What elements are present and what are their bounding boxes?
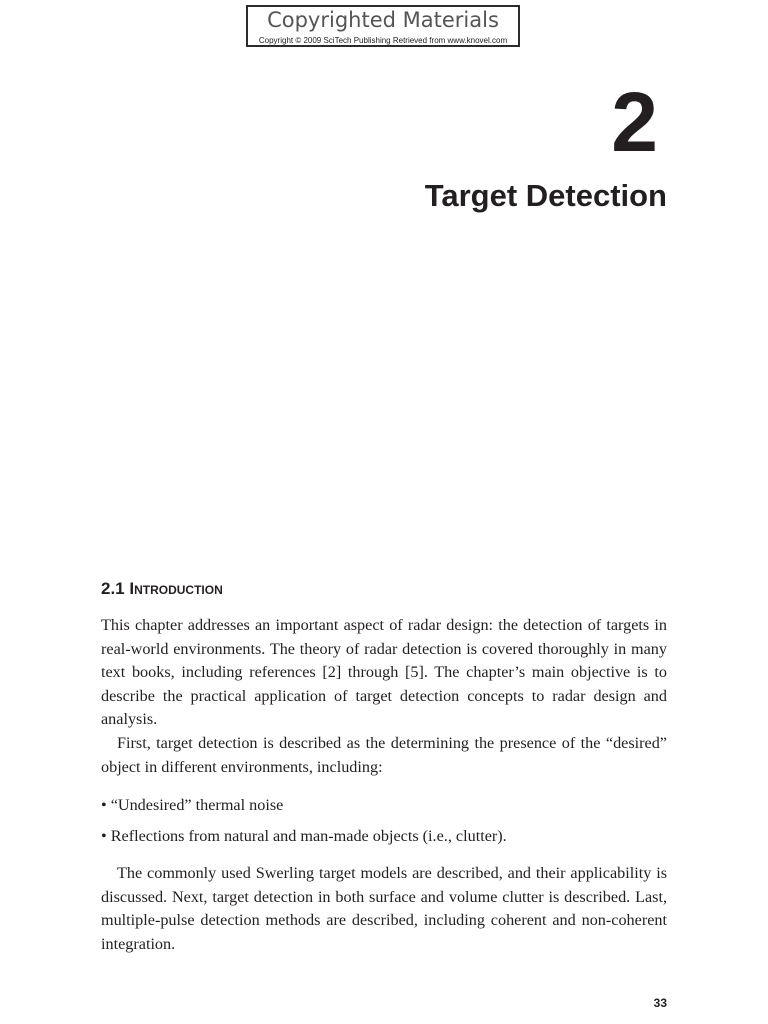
paragraph-intro: This chapter addresses an important aspect of radar design: the detection of targets in real-world environments. The theory of radar detection is covered thoroughly in many text books, including references [2] through [5]. The chapter’s main objective is to describe the practical application of target detection concepts to radar design and analysis. — [101, 616, 667, 728]
page-number: 33 — [653, 996, 667, 1010]
section-heading — [101, 579, 223, 599]
paragraph-models: The commonly used Swerling target models are described, and their applicability is discussed. Next, target detection in both surface and volume clutter is described. Last, multiple-pulse detection methods are described, including coherent and non-coherent integration. — [101, 864, 667, 953]
section-number: 2.1 — [101, 579, 125, 598]
list-item: • Reflections from natural and man-made objects (i.e., clutter). — [101, 826, 507, 845]
chapter-title: Target Detection — [424, 178, 667, 213]
stamp-title: Copyrighted Materials — [267, 8, 499, 32]
stamp-subtitle: Copyright © 2009 SciTech Publishing Retrieved from www.knovel.com — [258, 36, 508, 45]
bullet-list — [101, 794, 507, 855]
copyright-stamp — [246, 5, 520, 47]
chapter-number: 2 — [611, 75, 658, 169]
paragraph-first: First, target detection is described as the determining the presence of the “desired” object in different environments, including: — [101, 734, 667, 776]
list-item: • “Undesired” thermal noise — [101, 796, 284, 814]
section-title: Introduction — [129, 579, 223, 598]
